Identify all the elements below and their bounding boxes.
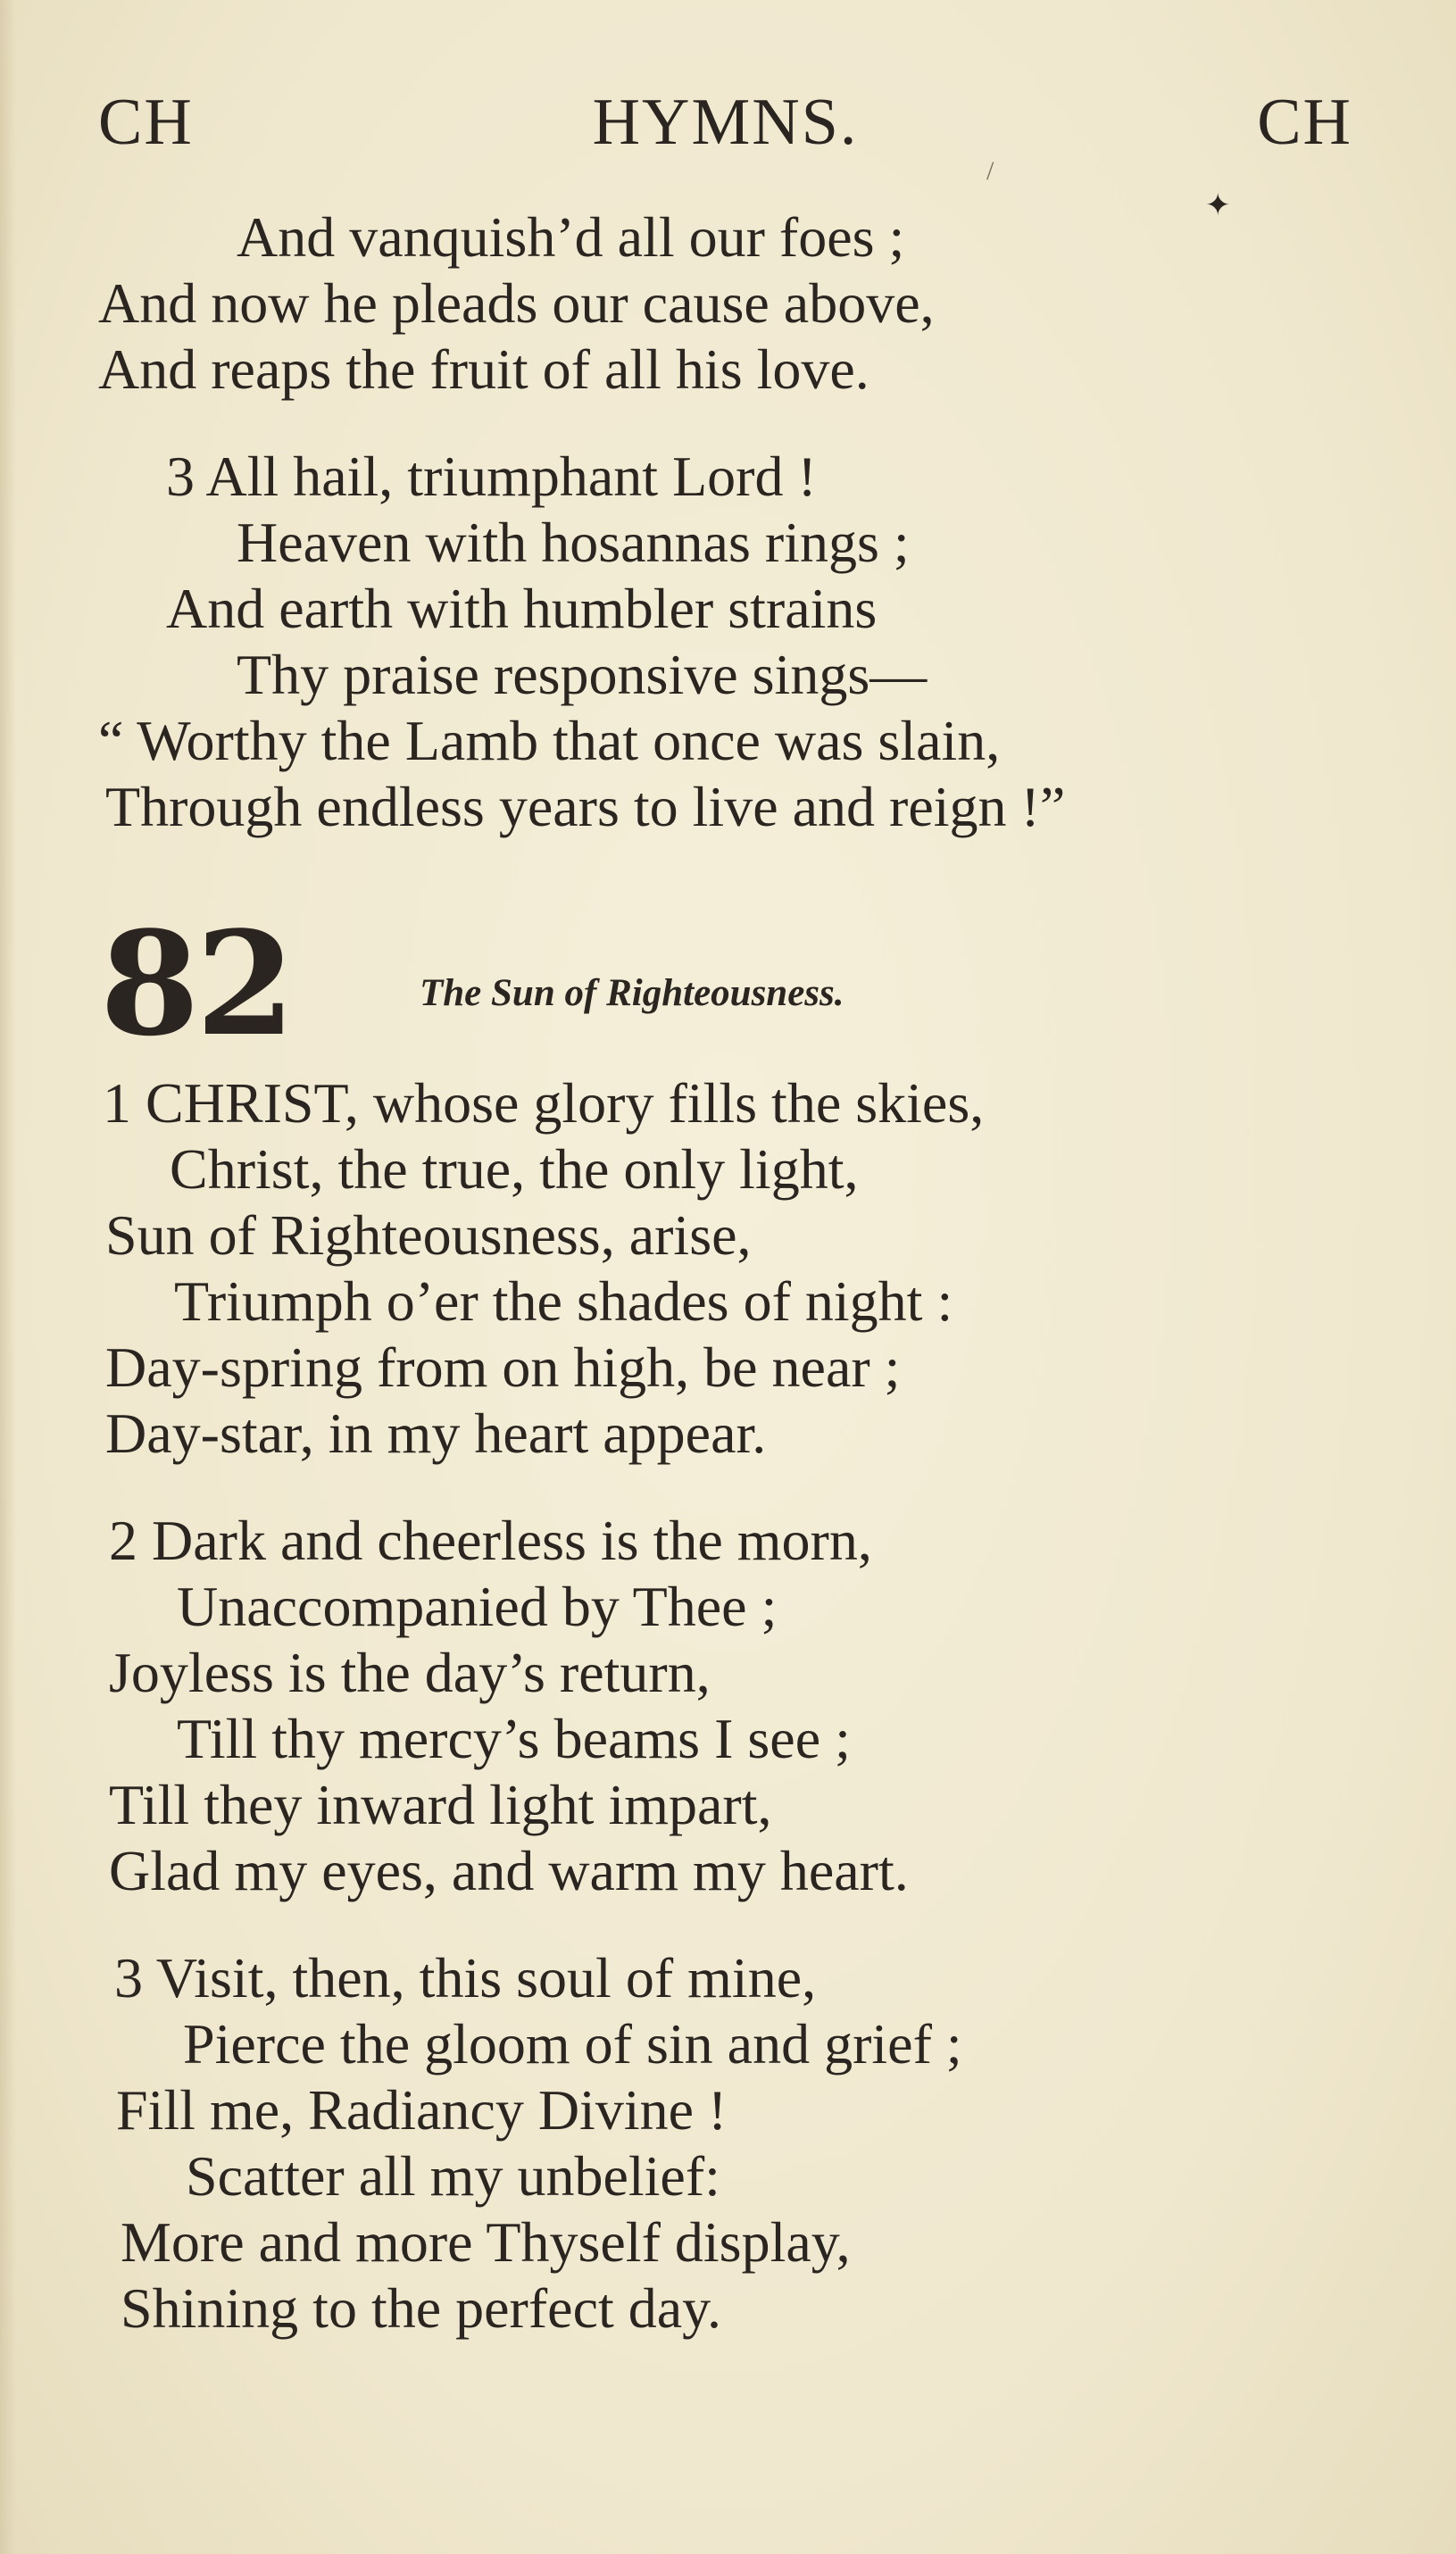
verse-line: And earth with humbler strains bbox=[166, 577, 878, 640]
verse-line: Glad my eyes, and warm my heart. bbox=[109, 1839, 909, 1902]
verse-line: And reaps the fruit of all his love. bbox=[98, 337, 869, 401]
verse-line: Pierce the gloom of sin and grief ; bbox=[183, 2012, 962, 2076]
verse-line: 1 CHRIST, whose glory fills the skies, bbox=[103, 1071, 985, 1135]
verse-line: More and more Thyself display, bbox=[121, 2210, 851, 2274]
verse-line: “ Worthy the Lamb that once was slain, bbox=[98, 709, 1001, 772]
verse-line: Heaven with hosannas rings ; bbox=[237, 511, 910, 574]
running-header bbox=[98, 82, 1352, 162]
verse-line: 3 Visit, then, this soul of mine, bbox=[114, 1946, 817, 2009]
verse-line: And now he pleads our cause above, bbox=[98, 271, 935, 335]
verse-line: And vanquish’d all our foes ; bbox=[237, 205, 905, 269]
verse-line: Joyless is the day’s return, bbox=[109, 1641, 711, 1704]
verse-line: Shining to the perfect day. bbox=[121, 2276, 721, 2340]
ink-speck: ✦ bbox=[1205, 189, 1231, 222]
verse-line: 2 Dark and cheerless is the morn, bbox=[109, 1509, 872, 1572]
verse-line: Day-star, in my heart appear. bbox=[105, 1402, 767, 1465]
header-left-catchword: CH bbox=[98, 86, 194, 159]
hymn-title: The Sun of Righteousness. bbox=[420, 972, 844, 1014]
header-title: HYMNS. bbox=[592, 86, 859, 159]
verse-line: Sun of Righteousness, arise, bbox=[105, 1203, 752, 1267]
verse-line: Triumph o’er the shades of night : bbox=[174, 1269, 953, 1333]
verse-line: Scatter all my unbelief: bbox=[186, 2144, 720, 2208]
verse-line: Till thy mercy’s beams I see ; bbox=[177, 1707, 851, 1770]
verse-line: Till they inward light impart, bbox=[109, 1773, 772, 1836]
header-right-catchword: CH bbox=[1257, 86, 1352, 159]
verse-line: Christ, the true, the only light, bbox=[170, 1137, 859, 1201]
verse-line: Fill me, Radiancy Divine ! bbox=[116, 2078, 728, 2142]
verse-line: Thy praise responsive sings— bbox=[237, 643, 928, 706]
verse-line: Day-spring from on high, be near ; bbox=[105, 1335, 901, 1399]
ink-speck: / bbox=[986, 156, 994, 186]
verse-line: Through endless years to live and reign !” bbox=[105, 775, 1066, 838]
verse-line: Unaccompanied by Thee ; bbox=[177, 1575, 778, 1638]
hymn-number: 82 bbox=[100, 900, 292, 1068]
page-gutter bbox=[0, 0, 16, 2554]
verse-line: 3 All hail, triumphant Lord ! bbox=[166, 445, 817, 508]
